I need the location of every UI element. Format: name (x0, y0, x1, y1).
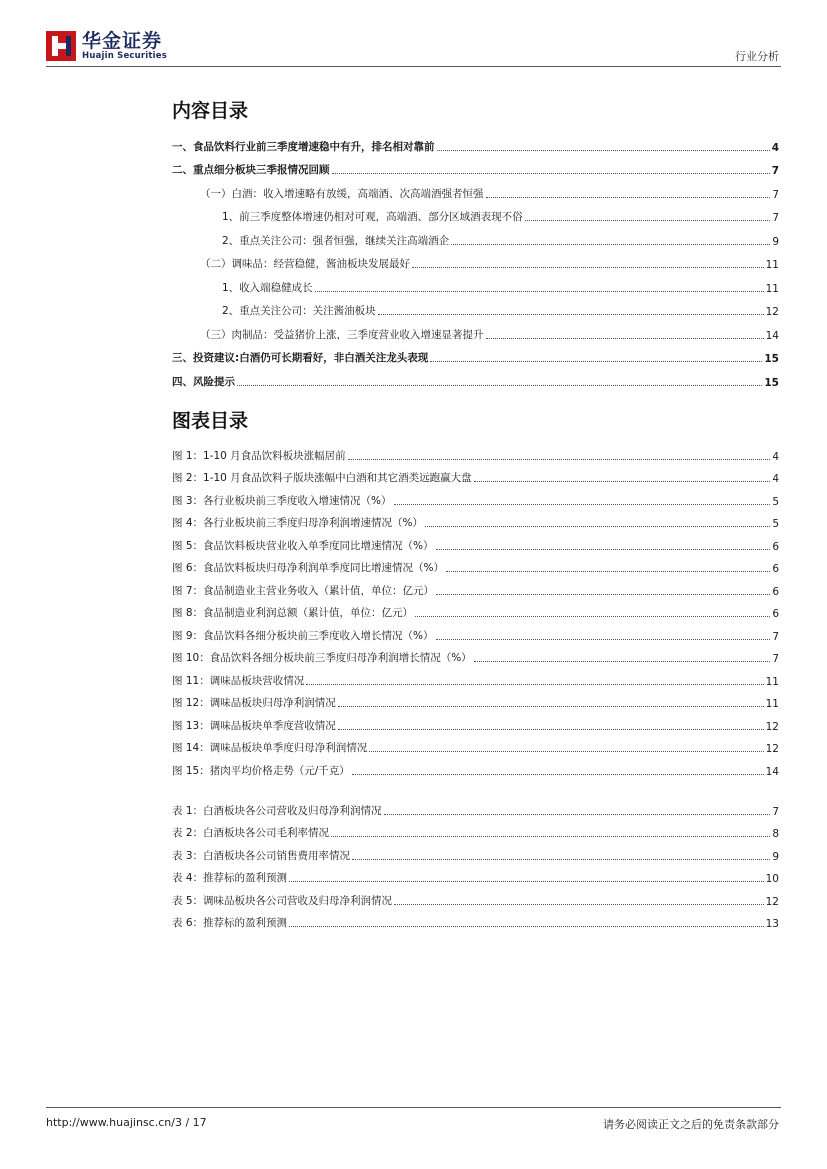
entry-page-number: 7 (772, 188, 779, 201)
entry-title: 表 6：推荐标的盈利预测 (172, 917, 288, 929)
toc-entry[interactable] (172, 318, 779, 342)
entry-page-number: 12 (765, 743, 779, 755)
dot-leader (332, 172, 770, 174)
entry-page-number: 14 (765, 329, 779, 342)
table-list (172, 795, 779, 930)
entry-title: 图 1：1-10 月食品饮料板块涨幅居前 (172, 449, 346, 462)
entry-title: 一、食品饮料行业前三季度增速稳中有升，排名相对靠前 (172, 140, 435, 153)
entry-title: 图 6：食品饮料板块归母净利润单季度同比增速情况（%） (172, 562, 444, 574)
footer-disclaimer: 请务必阅读正文之后的免责条款部分 (603, 1118, 779, 1131)
dot-leader (525, 219, 771, 221)
entry-title: 图 4：各行业板块前三季度归母净利润增速情况（%） (172, 517, 423, 529)
dot-leader (289, 925, 764, 927)
footer-url-page[interactable]: http://www.huajinsc.cn/3 / 17 (46, 1116, 207, 1129)
toc-entry[interactable] (172, 530, 779, 553)
table-of-contents (172, 130, 779, 389)
entry-page-number: 7 (772, 212, 779, 224)
entry-page-number: 13 (765, 918, 779, 930)
toc-entry[interactable] (172, 224, 779, 248)
dot-leader (436, 638, 771, 640)
toc-entry[interactable] (172, 710, 779, 733)
entry-page-number: 6 (772, 585, 779, 598)
entry-title: 图 10：食品饮料各细分板块前三季度归母净利润增长情况（%） (172, 652, 472, 664)
entry-page-number: 7 (771, 165, 779, 177)
toc-entry[interactable] (172, 248, 779, 272)
entry-title: 三、投资建议:白酒仍可长期看好，非白酒关注龙头表现 (172, 352, 429, 364)
dot-leader (436, 548, 771, 550)
toc-entry[interactable] (172, 598, 779, 621)
toc-entry[interactable] (172, 440, 779, 463)
dot-leader (415, 615, 770, 617)
entry-title: 图 14：调味品板块单季度归母净利润情况 (172, 742, 368, 754)
entry-page-number: 15 (764, 376, 779, 389)
entry-page-number: 12 (765, 306, 779, 318)
dot-leader (394, 903, 764, 905)
entry-title: 图 9：食品饮料各细分板块前三季度收入增长情况（%） (172, 629, 434, 642)
entry-title: 1、前三季度整体增速仍相对可观，高端酒、部分区域酒表现不俗 (222, 211, 523, 223)
entry-title: 1、收入端稳健成长 (222, 281, 313, 294)
figure-list (172, 440, 779, 778)
toc-entry[interactable] (172, 908, 779, 931)
toc-entry[interactable] (172, 508, 779, 531)
entry-title: 图 2：1-10 月食品饮料子版块涨幅中白酒和其它酒类远跑赢大盘 (172, 472, 472, 484)
dot-leader (289, 880, 764, 882)
entry-page-number: 12 (765, 895, 779, 908)
dot-leader (306, 683, 763, 685)
page-header (0, 0, 827, 70)
entry-page-number: 9 (772, 850, 779, 863)
dot-leader (352, 858, 770, 860)
toc-entry[interactable] (172, 177, 779, 201)
dot-leader (369, 750, 763, 752)
dot-leader (446, 570, 770, 572)
dot-leader (315, 290, 764, 292)
entry-page-number: 7 (772, 805, 779, 818)
toc-entry[interactable] (172, 485, 779, 508)
dot-leader (474, 660, 771, 662)
toc-entry[interactable] (172, 665, 779, 688)
toc-entry[interactable] (172, 130, 779, 154)
toc-entry[interactable] (172, 295, 779, 319)
entry-page-number: 5 (772, 518, 779, 530)
dot-leader (425, 525, 770, 527)
entry-page-number: 4 (772, 473, 779, 485)
entry-title: 图 7：食品制造业主营业务收入（累计值，单位：亿元） (172, 584, 435, 597)
dot-leader (331, 835, 770, 837)
entry-title: 2、重点关注公司：强者恒强，继续关注高端酒企 (222, 234, 450, 247)
dot-leader (352, 773, 764, 775)
toc-entry[interactable] (172, 342, 779, 366)
toc-entry[interactable] (172, 755, 779, 778)
entry-title: 图 8：食品制造业利润总额（累计值，单位：亿元） (172, 607, 414, 619)
entry-title: 图 15：猪肉平均价格走势（元/千克） (172, 764, 350, 777)
entry-page-number: 6 (772, 563, 779, 575)
toc-entry[interactable] (172, 885, 779, 908)
dot-leader (437, 149, 770, 151)
toc-entry[interactable] (172, 575, 779, 598)
logo-english-name: Huajin Securities (82, 51, 168, 61)
entry-title: 二、重点细分板块三季报情况回顾 (172, 164, 330, 176)
dot-leader (384, 813, 771, 815)
entry-page-number: 11 (765, 698, 779, 710)
entry-title: 图 13：调味品板块单季度营收情况 (172, 719, 336, 732)
entry-page-number: 6 (772, 540, 779, 553)
toc-entry[interactable] (172, 271, 779, 295)
toc-entry[interactable] (172, 733, 779, 756)
entry-page-number: 11 (765, 675, 779, 688)
dot-leader (338, 728, 764, 730)
entry-page-number: 4 (772, 450, 779, 463)
entry-page-number: 4 (771, 141, 779, 154)
entry-page-number: 6 (772, 608, 779, 620)
toc-entry[interactable] (172, 463, 779, 486)
figure-list-title: 图表目录 (172, 410, 249, 432)
toc-entry[interactable] (172, 840, 779, 863)
report-type-label: 行业分析 (735, 50, 779, 63)
toc-entry[interactable] (172, 795, 779, 818)
entry-page-number: 7 (772, 630, 779, 643)
entry-page-number: 10 (765, 873, 779, 885)
dot-leader (338, 705, 764, 707)
entry-page-number: 11 (765, 259, 779, 271)
dot-leader (486, 337, 764, 339)
toc-title: 内容目录 (172, 100, 249, 122)
dot-leader (430, 360, 762, 362)
entry-title: （二）调味品：经营稳健，酱油板块发展最好 (200, 258, 410, 270)
entry-page-number: 11 (765, 282, 779, 295)
toc-entry[interactable] (172, 620, 779, 643)
entry-title: （三）肉制品：受益猪价上涨，三季度营业收入增速显著提升 (200, 328, 484, 341)
logo-chinese-name: 华金证券 (82, 30, 163, 52)
toc-entry[interactable] (172, 154, 779, 178)
dot-leader (412, 266, 764, 268)
toc-entry[interactable] (172, 365, 779, 389)
entry-title: 表 1：白酒板块各公司营收及归母净利润情况 (172, 804, 382, 817)
entry-page-number: 8 (772, 828, 779, 840)
entry-title: 图 5：食品饮料板块营业收入单季度同比增速情况（%） (172, 539, 434, 552)
dot-leader (486, 196, 771, 198)
dot-leader (474, 480, 771, 482)
toc-entry[interactable] (172, 818, 779, 841)
entry-title: 表 2：白酒板块各公司毛利率情况 (172, 827, 330, 839)
entry-title: 图 12：调味品板块归母净利润情况 (172, 697, 336, 709)
entry-title: 图 3：各行业板块前三季度收入增速情况（%） (172, 494, 392, 507)
entry-title: 图 11：调味品板块营收情况 (172, 674, 305, 687)
entry-title: 四、风险提示 (172, 375, 235, 388)
entry-page-number: 7 (772, 653, 779, 665)
dot-leader (378, 313, 764, 315)
toc-entry[interactable] (172, 688, 779, 711)
dot-leader (394, 503, 771, 505)
logo-mark-icon (46, 31, 76, 61)
dot-leader (348, 458, 771, 460)
toc-entry[interactable] (172, 863, 779, 886)
header-divider (46, 66, 781, 67)
entry-page-number: 5 (772, 495, 779, 508)
toc-entry[interactable] (172, 201, 779, 225)
entry-page-number: 9 (772, 235, 779, 248)
dot-leader (436, 593, 770, 595)
entry-title: （一）白酒：收入增速略有放缓，高端酒、次高端酒强者恒强 (200, 187, 484, 200)
entry-title: 表 3：白酒板块各公司销售费用率情况 (172, 849, 351, 862)
entry-page-number: 15 (764, 353, 779, 365)
entry-page-number: 14 (765, 765, 779, 778)
dot-leader (237, 384, 762, 386)
entry-title: 表 4：推荐标的盈利预测 (172, 872, 288, 884)
toc-entry[interactable] (172, 643, 779, 666)
entry-page-number: 12 (765, 720, 779, 733)
dot-leader (451, 243, 770, 245)
entry-title: 2、重点关注公司：关注酱油板块 (222, 305, 376, 317)
footer-divider (46, 1107, 781, 1108)
entry-title: 表 5：调味品板块各公司营收及归母净利润情况 (172, 894, 393, 907)
company-logo (46, 28, 167, 64)
toc-entry[interactable] (172, 553, 779, 576)
